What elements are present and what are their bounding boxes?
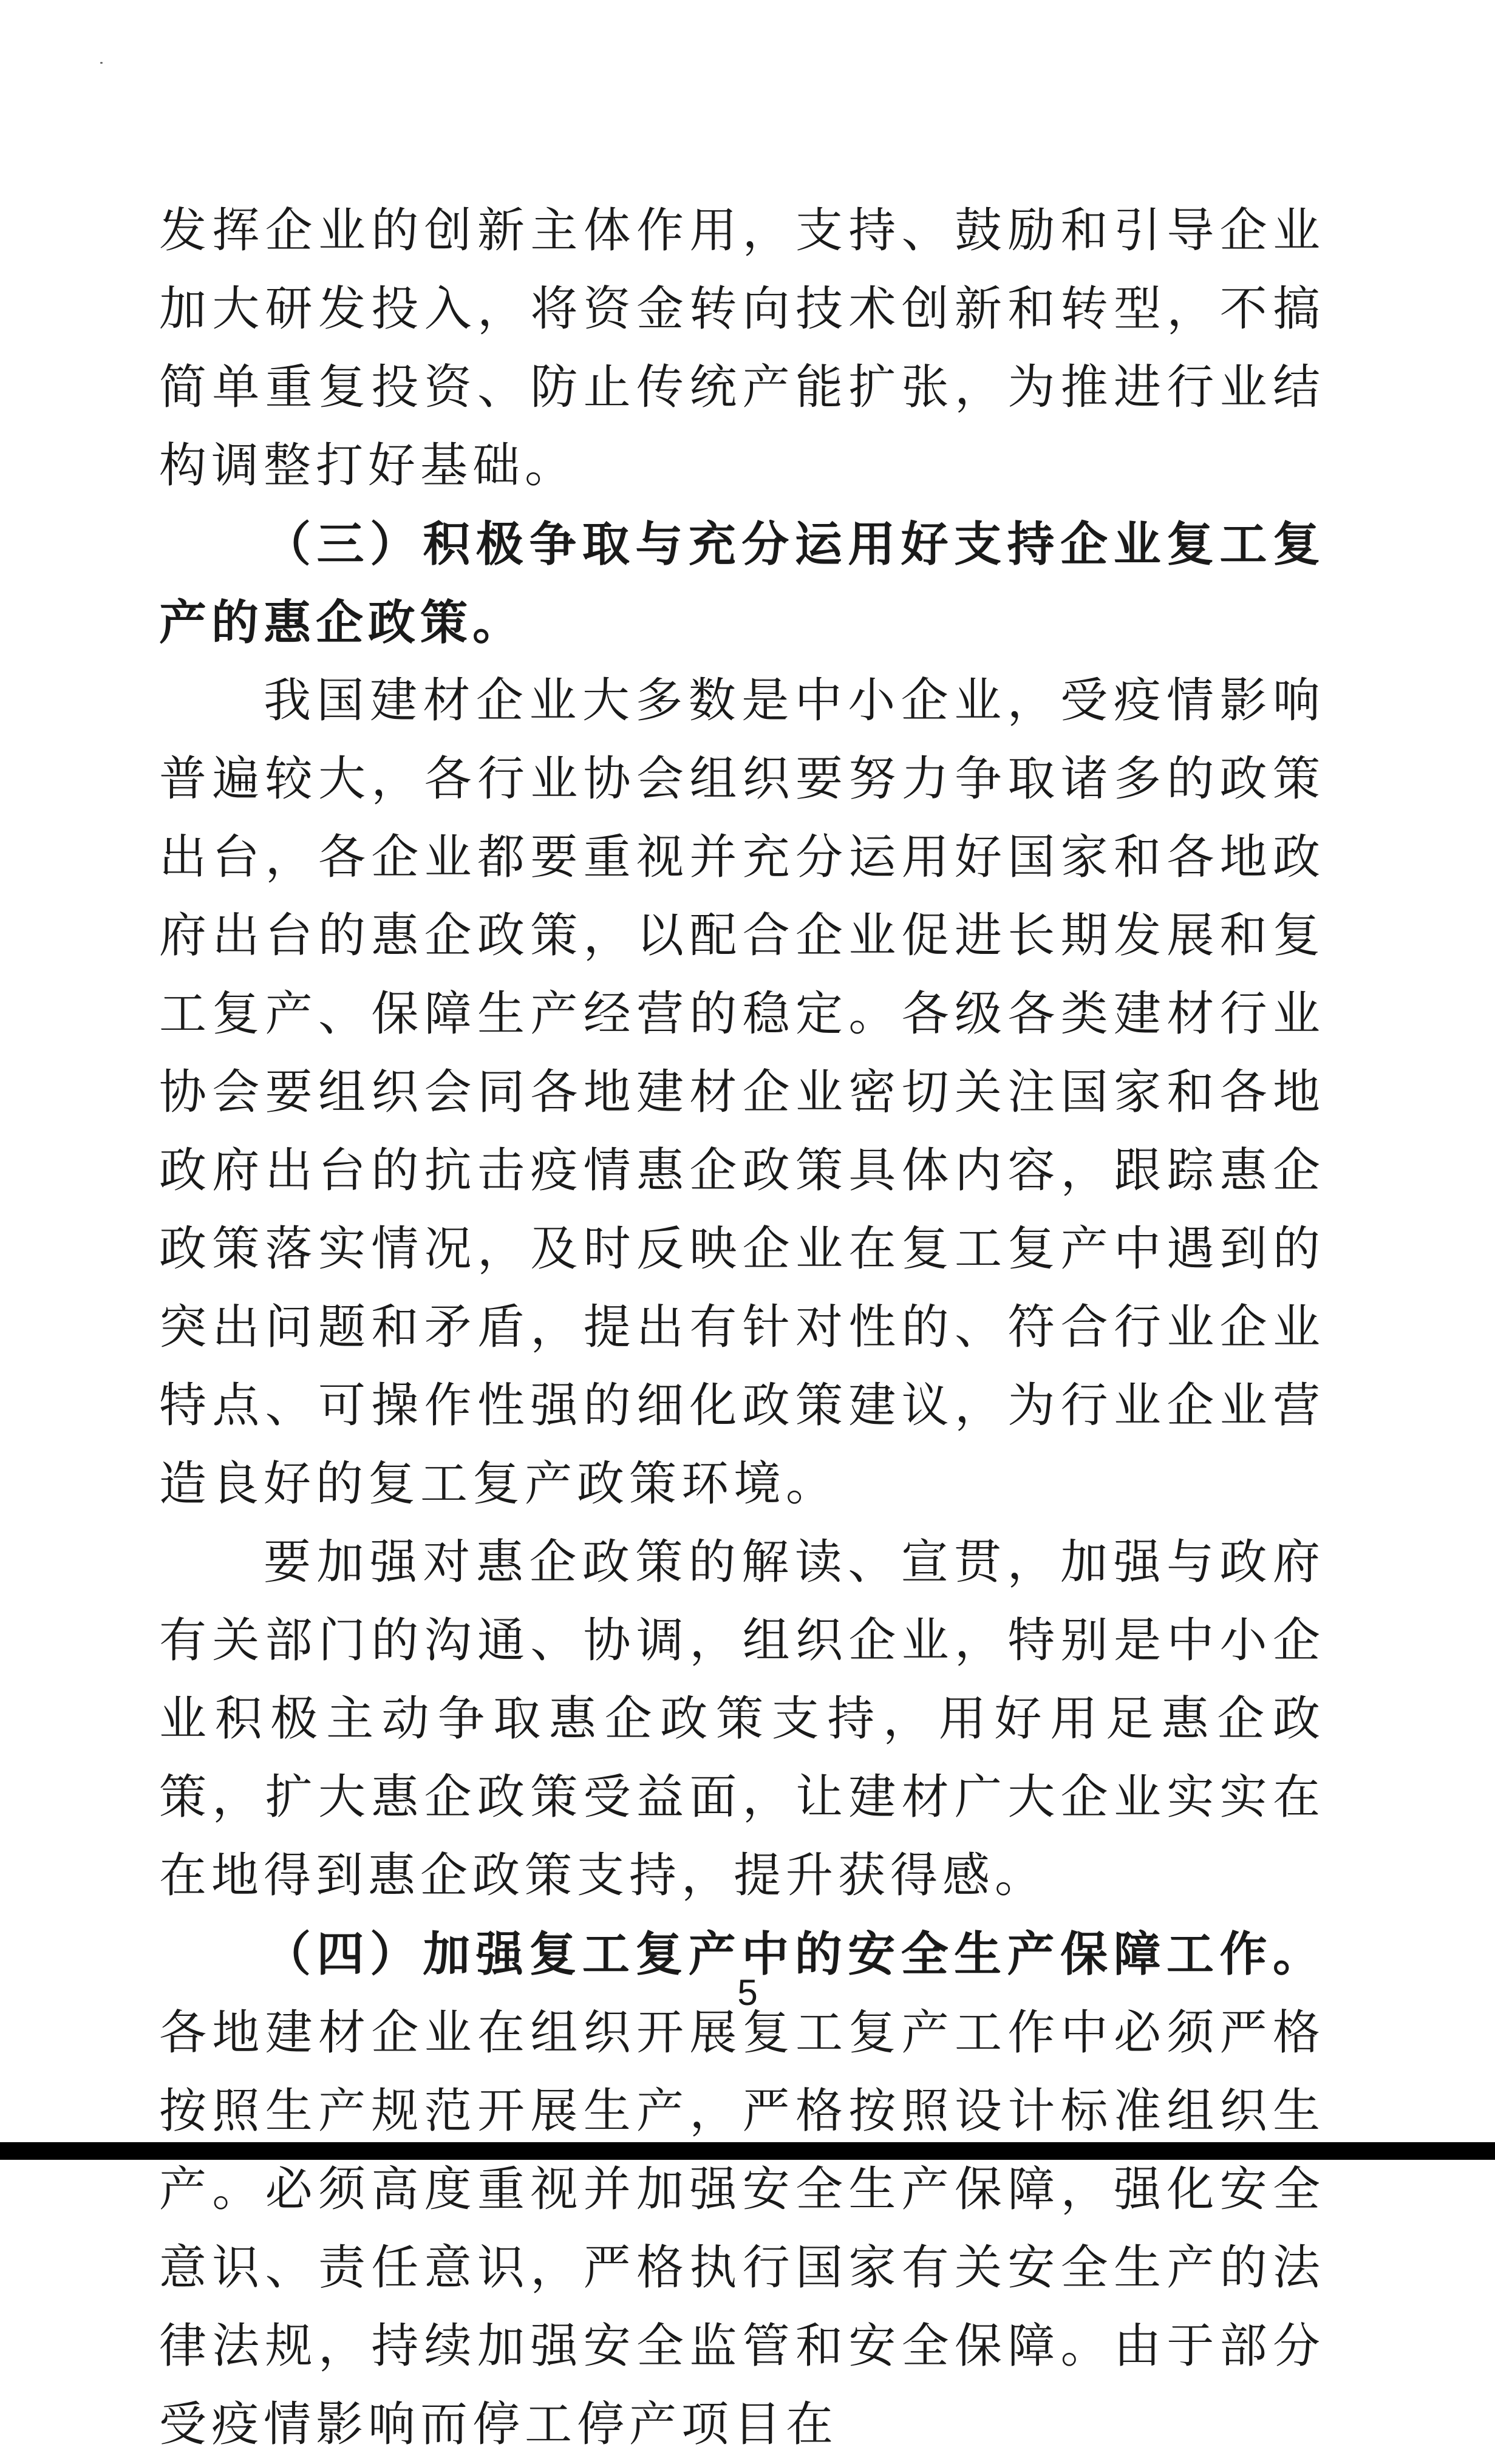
paragraph-safety-text: 各地建材企业在组织开展复工复产工作中必须严格按照生产规范开展生产，严格按照设计标准组织生产。必须高度重视并加强安全生产保障，强化安全意识、责任意识，严格执行国家有关安全生产的法律法规，持续加强安全监管和安全保障。由于部分受疫情影响而停工停产项目在 — [159, 2006, 1325, 2452]
scan-speck — [100, 62, 103, 64]
scan-bottom-edge — [0, 2142, 1495, 2160]
page-number: 5 — [737, 1972, 758, 2013]
paragraph-policy-promotion: 要加强对惠企政策的解读、宣贯，加强与政府有关部门的沟通、协调，组织企业，特别是中小企业积极主动争取惠企政策支持，用好用足惠企政策，扩大惠企政策受益面，让建材广大企业实实在在地得到惠企政策支持，提升获得感。 — [159, 1535, 1325, 1903]
document-body — [159, 192, 1325, 2464]
paragraph-continuation: 发挥企业的创新主体作用，支持、鼓励和引导企业加大研发投入，将资金转向技术创新和转型，不搞简单重复投资、防止传统产能扩张，为推进行业结构调整打好基础。 — [159, 203, 1325, 493]
section-heading-three: （三）积极争取与充分运用好支持企业复工复产的惠企政策。 — [159, 517, 1325, 650]
section-heading-four: （四）加强复工复产中的安全生产保障工作。 — [264, 1927, 1325, 1982]
paragraph-policy-support: 我国建材企业大多数是中小企业，受疫情影响普遍较大，各行业协会组织要努力争取诸多的政策出台，各企业都要重视并充分运用好国家和各地政府出台的惠企政策，以配合企业促进长期发展和复工复产、保障生产经营的稳定。各级各类建材行业协会要组织会同各地建材企业密切关注国家和各地政府出台的抗击疫情惠企政策具体内容，跟踪惠企政策落实情况，及时反映企业在复工复产中遇到的突出问题和矛盾，提出有针对性的、符合行业企业特点、可操作性强的细化政策建议，为行业企业营造良好的复工复产政策环境。 — [159, 673, 1325, 1511]
